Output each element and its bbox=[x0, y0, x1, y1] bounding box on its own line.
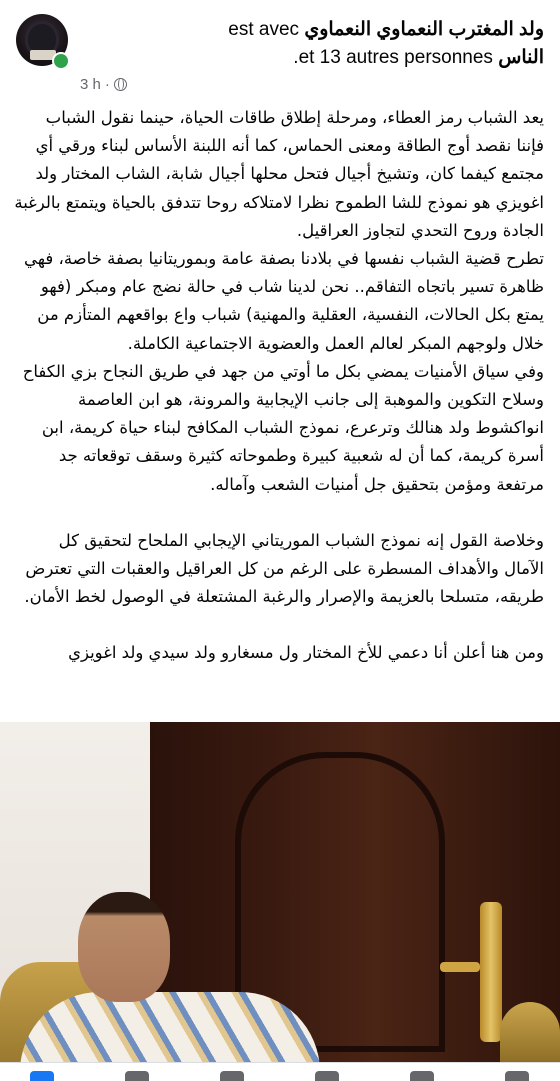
online-status-dot bbox=[52, 52, 70, 70]
photo-person-body bbox=[20, 992, 320, 1062]
photo-chair-right bbox=[500, 1002, 560, 1062]
post-paragraph-4: وخلاصة القول إنه نموذج الشباب الموريتاني الإيجابي الملحاح لتحقيق كل الآمال والأهداف المسطرة على الرغم من كل العراقيل والعقبات التي تعترض طريقه، متسلحا بالعزيمة والإصرار والرغبة المشتعلة في الوصول لخط الأمان. bbox=[24, 530, 544, 607]
post-body bbox=[14, 104, 544, 668]
photo-door-hinge bbox=[480, 902, 502, 1042]
post-paragraph-2: تطرح قضية الشباب نفسها في بلادنا بصفة عامة وبموريتانيا بصفة خاصة، فهي ظاهرة تسير باتجاه التفاقم.. نحن لدينا شاب في حالة نضج عام ومبكر (فهو يمتع بكل الحالات، النفسية، العقلية والمهنية) شباب واع بواقعهم المتأزم من خلال ولوجهم المبكر لعالم العمل والعضوية الاجتماعية الكاملة. bbox=[24, 249, 544, 353]
author-line-1 bbox=[74, 18, 544, 41]
tagged-person-link[interactable]: الناس bbox=[498, 47, 544, 68]
post-paragraph-5: ومن هنا أعلن أنا دعمي للأخ المختار ول مسغارو ولد سيدي ولد اغويزي bbox=[68, 643, 544, 663]
globe-icon bbox=[114, 78, 127, 91]
bottom-navbar bbox=[0, 1062, 560, 1081]
photo-door-handle bbox=[440, 962, 480, 972]
author-line-2 bbox=[74, 46, 544, 69]
with-text: est avec bbox=[228, 19, 305, 40]
others-link[interactable]: et 13 autres personnes. bbox=[293, 47, 499, 68]
author-name-link[interactable]: ولد المغترب النعماوي النعماوي bbox=[304, 19, 544, 40]
photo-person-head bbox=[78, 892, 170, 1002]
post-paragraph-3: وفي سياق الأمنيات يمضي بكل ما أوتي من جهد في طريق النجاح بزي الكفاح وسلاح التكوين والموهبة إلى جانب الإيجابية والمرونة، هو ابن العاصمة انواكشوط ولد هنالك وترعرع، نموذج الشباب المكافح لبناء حياة كريمة، ابن أسرة كريمة، كما أن له شعبية كبيرة وطموحاته كثيرة وسقف توقعاته جد مرتفعة ومؤمن بتحقيق جل أمنيات الشعب وآماله. bbox=[22, 361, 544, 494]
meta-separator: · bbox=[104, 76, 110, 93]
post-time[interactable]: 3 h bbox=[80, 76, 101, 93]
post-header bbox=[0, 0, 560, 100]
post-photo[interactable] bbox=[0, 722, 560, 1062]
post-paragraph-1: يعد الشباب رمز العطاء، ومرحلة إطلاق طاقات الحياة، حينما نقول الشباب فإننا نقصد أوج الطاقة ومعنى الحماس، كما أنه اللبنة الأساس لبناء ورقي أي مجتمع كيفما كان، وتشيخ أجيال فتحل محلها أجيال شابة، الشاب المختار ولد اغويزي هو نموذج للشا الطموح نظرا لامتلاكه روحا تتدفق بالحياة ويتمتع بالرغبة الجادة وروح التحدي لتجاوز العراقيل. bbox=[14, 108, 544, 240]
post-meta bbox=[80, 76, 127, 93]
